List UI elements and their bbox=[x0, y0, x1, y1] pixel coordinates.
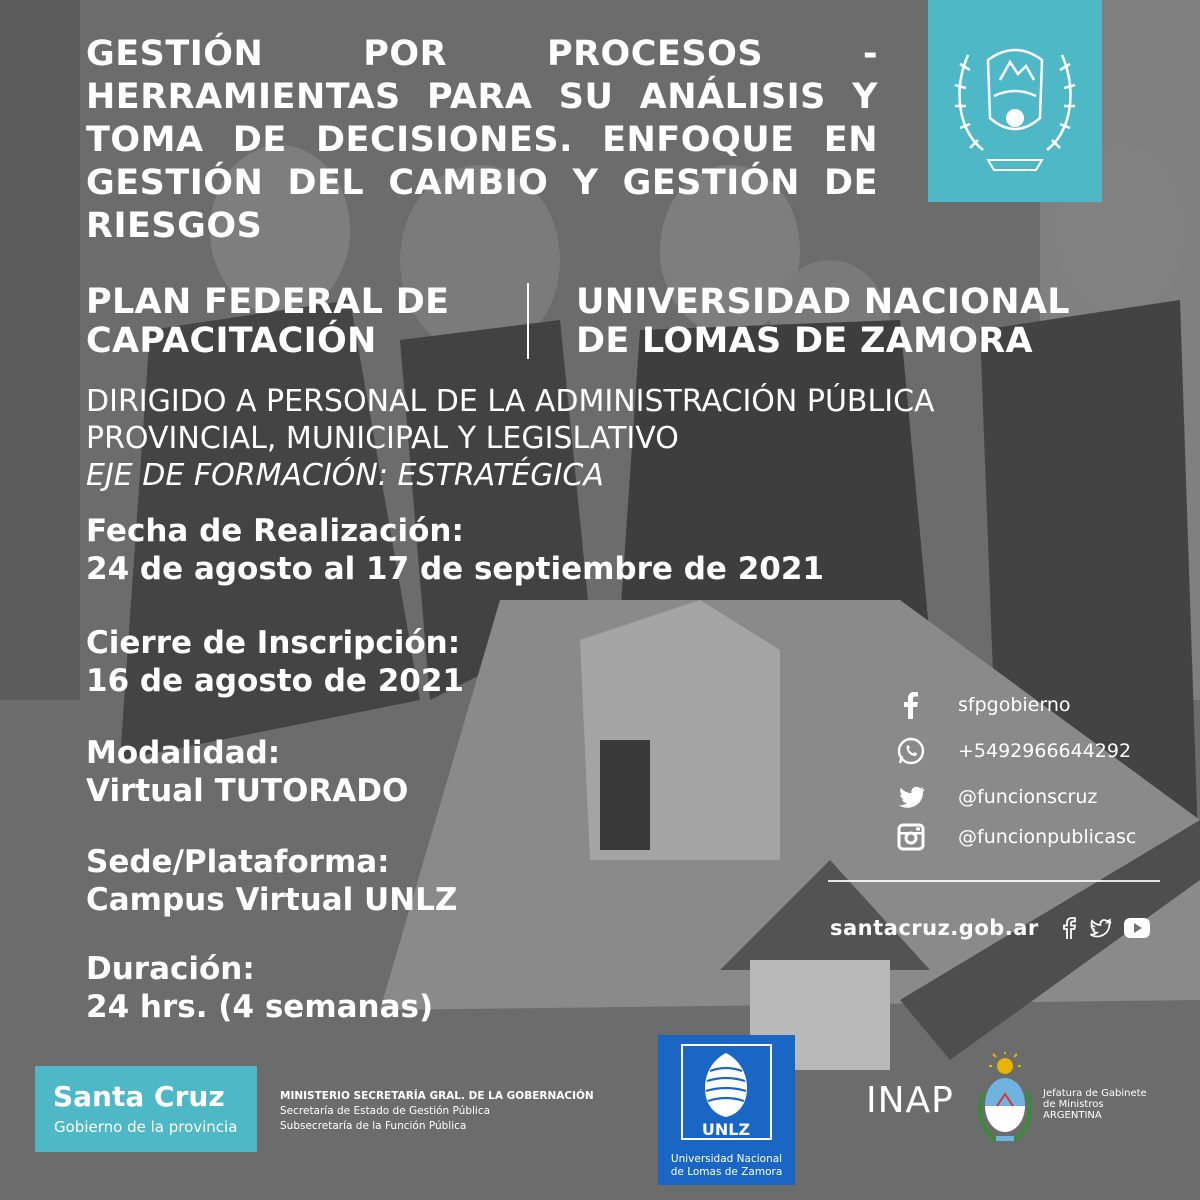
instagram-icon bbox=[895, 821, 927, 853]
plan-federal bbox=[86, 283, 449, 361]
info-label: Fecha de Realización: bbox=[86, 513, 464, 549]
ministerio-line-3: Subsecretaría de la Función Pública bbox=[280, 1120, 467, 1132]
audience-line-1: DIRIGIDO A PERSONAL DE LA ADMINISTRACIÓN PÚBLICA bbox=[86, 384, 935, 419]
plan-federal-line-2: CAPACITACIÓN bbox=[86, 321, 377, 361]
info-cierre bbox=[86, 624, 464, 700]
ministerio-line-1: MINISTERIO SECRETARÍA GRAL. DE LA GOBERNACIÓN bbox=[280, 1090, 594, 1102]
course-title: GESTIÓN POR PROCESOS - HERRAMIENTAS PARA SU ANÁLISIS Y TOMA DE DECISIONES. ENFOQUE EN GESTIÓN DEL CAMBIO Y GESTIÓN DE RIESGOS bbox=[86, 34, 878, 246]
facebook-icon[interactable] bbox=[1063, 917, 1077, 939]
audience-line-2: PROVINCIAL, MUNICIPAL Y LEGISLATIVO bbox=[86, 421, 679, 456]
universidad-line-1: UNIVERSIDAD NACIONAL bbox=[576, 282, 1070, 322]
youtube-icon[interactable] bbox=[1123, 917, 1151, 939]
website-link[interactable]: santacruz.gob.ar bbox=[830, 916, 1039, 940]
social-instagram[interactable] bbox=[895, 820, 1137, 854]
social-facebook[interactable] bbox=[895, 688, 1071, 722]
social-text: @funcionpublicasc bbox=[958, 826, 1137, 848]
social-text: +5492966644292 bbox=[958, 740, 1132, 762]
jefatura-text bbox=[1043, 1088, 1147, 1121]
separator-line bbox=[828, 880, 1160, 882]
social-whatsapp[interactable] bbox=[895, 734, 1132, 768]
universidad-line-2: DE LOMAS DE ZAMORA bbox=[576, 321, 1033, 361]
unlz-name-line-2: de Lomas de Zamora bbox=[670, 1166, 783, 1178]
jefatura-line-1: Jefatura de Gabinete bbox=[1043, 1088, 1147, 1099]
website-social-icons bbox=[1063, 917, 1151, 939]
provincial-seal-icon bbox=[928, 0, 1102, 202]
info-value: Campus Virtual UNLZ bbox=[86, 882, 458, 918]
info-label: Cierre de Inscripción: bbox=[86, 625, 461, 661]
social-twitter[interactable] bbox=[895, 780, 1098, 814]
ministerio-line-2: Secretaría de Estado de Gestión Pública bbox=[280, 1105, 491, 1117]
column-divider bbox=[527, 283, 529, 359]
info-label: Duración: bbox=[86, 951, 255, 987]
social-text: @funcionscruz bbox=[958, 786, 1098, 808]
unlz-logo bbox=[658, 1035, 795, 1185]
twitter-icon[interactable] bbox=[1087, 917, 1113, 939]
info-value: Virtual TUTORADO bbox=[86, 773, 409, 809]
info-sede bbox=[86, 843, 457, 919]
audience-text bbox=[86, 383, 935, 494]
santa-cruz-logo bbox=[35, 1066, 257, 1152]
plan-federal-line-1: PLAN FEDERAL DE bbox=[86, 282, 450, 322]
jefatura-line-2: de Ministros bbox=[1043, 1099, 1104, 1110]
info-value: 16 de agosto de 2021 bbox=[86, 663, 464, 699]
info-label: Sede/Plataforma: bbox=[86, 844, 390, 880]
ministerio-text bbox=[280, 1089, 594, 1134]
twitter-icon bbox=[895, 781, 927, 813]
info-fecha bbox=[86, 512, 824, 588]
facebook-icon bbox=[895, 689, 927, 721]
formation-axis: EJE DE FORMACIÓN: ESTRATÉGICA bbox=[86, 458, 604, 493]
info-label: Modalidad: bbox=[86, 735, 281, 771]
unlz-logo-text: UNLZ bbox=[701, 1120, 751, 1139]
info-value: 24 de agosto al 17 de septiembre de 2021 bbox=[86, 551, 825, 587]
whatsapp-icon bbox=[895, 735, 927, 767]
social-text: sfpgobierno bbox=[958, 694, 1071, 716]
info-value: 24 hrs. (4 semanas) bbox=[86, 989, 434, 1025]
santa-cruz-title: Santa Cruz bbox=[53, 1080, 225, 1113]
inap-logo: INAP bbox=[866, 1080, 954, 1121]
unlz-name bbox=[658, 1153, 795, 1179]
santa-cruz-subtitle: Gobierno de la provincia bbox=[54, 1118, 238, 1136]
unlz-name-line-1: Universidad Nacional bbox=[670, 1153, 783, 1165]
info-duracion bbox=[86, 950, 433, 1026]
unlz-tree-icon bbox=[658, 1035, 795, 1151]
universidad bbox=[576, 283, 1070, 361]
jefatura-line-3: ARGENTINA bbox=[1043, 1110, 1102, 1121]
argentina-coat-of-arms-icon bbox=[974, 1052, 1036, 1148]
santa-cruz-seal bbox=[928, 0, 1102, 202]
info-modalidad bbox=[86, 734, 408, 810]
